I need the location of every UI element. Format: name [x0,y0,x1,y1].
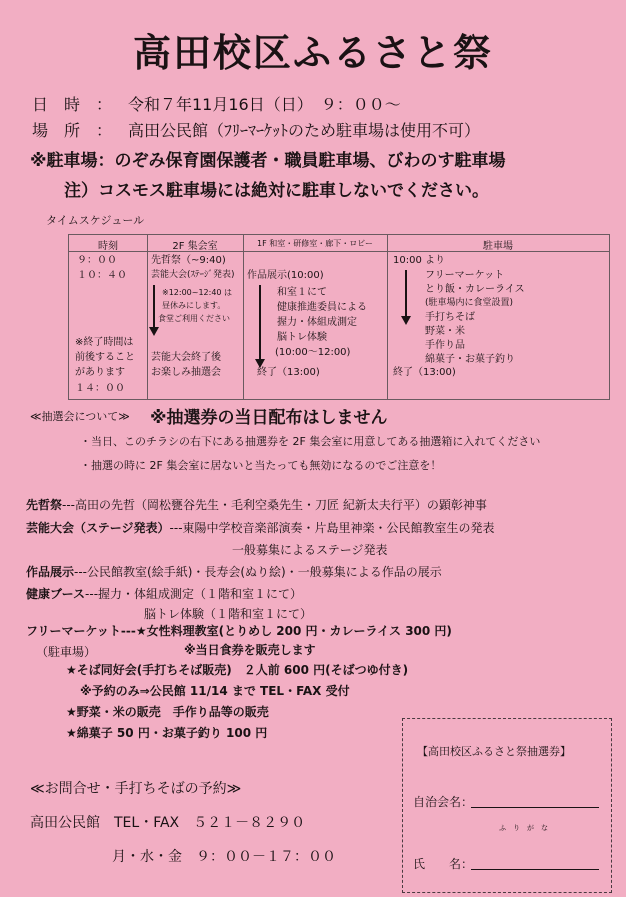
parking-line-8: 綿菓子・お菓子釣り [425,354,515,365]
geino-value-2: 一般募集によるステージ発表 [232,543,388,557]
geino-key: 芸能大会（ステージ発表） [26,521,170,535]
time-start: ９：００ [77,255,117,266]
time-end: １４：００ [75,383,125,394]
1f-line-2: 和室１にて [277,287,327,298]
geino-line [26,519,495,536]
ticket-furigana: ふ り が な [499,824,548,832]
parking-info: ※駐車場：のぞみ保育園保護者・職員駐車場、びわのす駐車場 [30,151,506,171]
header-time: 時刻 [98,241,118,252]
geino-value: ---東陽中学校音楽部演奏・片島里神楽・公民館教室生の発表 [169,521,495,535]
time-note-3: があります [75,367,125,378]
flea-line [26,622,452,639]
2f-end-1: 芸能大会終了後 [151,352,221,363]
senetsu-value: ---高田の先哲（岡松甕谷先生・毛利空桑先生・刀匠 紀新太夫行平）の顕彰神事 [62,498,487,512]
place-label: 場 所 ： [32,121,113,140]
2f-note-3: 食堂ご利用ください [158,314,230,323]
veg-line: ★野菜・米の販売 手作り品等の販売 [66,705,269,719]
2f-end-2: お楽しみ抽選会 [151,367,221,378]
1f-end: 終了（13:00) [257,367,320,378]
senetsu-line [26,496,487,513]
ticket-name-field[interactable] [471,869,599,870]
ticket-title: 【高田校区ふるさと祭抽選券】 [417,745,571,758]
flea-key: フリーマーケット [26,624,121,638]
senetsu-key: 先哲祭 [26,498,63,512]
contact-hours: 月・水・金 ９：００－１７：００ [112,849,336,865]
kenko-key: 健康ブース [26,587,86,601]
2f-geino: 芸能大会(ｽﾃｰｼﾞ発表) [151,270,235,280]
sakuhin-line [26,563,442,580]
2f-note-2: 昼休みにします。 [162,301,226,310]
flea-value-2: ※当日食券を販売します [184,643,316,657]
contact-phone: 高田公民館 TEL・FAX ５２１－８２９０ [30,815,306,831]
schedule-table [68,234,610,400]
time-mid: １０：４０ [77,270,127,281]
header-parking: 駐車場 [483,241,513,252]
flea-sub: （駐車場） [36,645,97,659]
down-arrow-icon [401,316,411,325]
down-arrow-icon [149,327,159,336]
1f-line-6: (10:00～12:00) [275,347,351,358]
lottery-bullet-1: ・当日、このチラシの右下にある抽選券を 2F 集会室に用意してある抽選箱に入れてください [80,435,541,448]
2f-note-1: ※12:00~12:40 は [162,288,233,297]
parking-note: 注）コスモス駐車場には絶対に駐車しないでください。 [64,181,489,201]
reserve-line: ※予約のみ⇒公民館 11/14 まで TEL・FAX 受付 [80,684,350,698]
1f-line-4: 握力・体組成測定 [277,317,357,328]
kenko-value: ---握力・体組成測定（１階和室１にて） [85,587,303,601]
contact-label: ≪お問合せ・手打ちそばの予約≫ [30,781,242,797]
lottery-ticket [402,718,612,893]
sakuhin-key: 作品展示 [26,565,75,579]
ticket-assoc-field[interactable] [471,807,599,808]
place-value: 高田公民館（ﾌﾘｰﾏｰｹｯﾄのため駐車場は使用不可） [128,121,481,140]
time-note-2: 前後すること [75,352,135,363]
date-label: 日 時 ： [32,95,113,114]
parking-line-4: (駐車場内に食堂設置) [425,298,514,308]
schedule-label: タイムスケジュール [46,214,145,227]
lottery-label: ≪抽選会について≫ [30,410,130,423]
2f-senetsu: 先哲祭（~9:40) [151,255,226,266]
page-title: 高田校区ふるさと祭 [132,31,493,75]
parking-line-6: 野菜・米 [425,326,465,337]
parking-line-5: 手打ちそば [425,312,475,323]
kenko-line [26,585,302,602]
ticket-name-label: 氏 名： [413,857,474,871]
soba-line: ★そば同好会(手打ちそば販売) ２人前 600 円(そばつゆ付き) [66,663,409,677]
1f-exhibit: 作品展示(10:00) [247,270,324,281]
lottery-headline: ※抽選券の当日配布はしません [150,408,388,428]
header-1f: 1F 和室・研修室・廊下・ロビー [257,239,373,248]
parking-start: 10:00 より [393,255,445,266]
lottery-bullet-2: ・抽選の時に 2F 集会室に居ないと当たっても無効になるのでご注意を！ [80,459,442,472]
kenko-value-2: 脳トレ体験（１階和室１にて） [144,607,313,621]
sakuhin-value: ---公民館教室(絵手紙)・長寿会(ぬり絵)・一般募集による作品の展示 [74,565,442,579]
1f-line-5: 脳トレ体験 [277,332,327,343]
parking-end: 終了（13:00) [393,367,456,378]
ticket-assoc-label: 自治会名： [413,795,474,809]
flea-value: ---★女性料理教室(とりめし 200 円・カレーライス 300 円) [120,624,452,638]
time-note-1: ※終了時間は [75,337,134,348]
parking-line-3: とり飯・カレーライス [425,284,525,295]
1f-line-3: 健康推進委員による [277,302,367,313]
header-2f: 2F 集会室 [172,241,218,252]
date-value: 令和７年11月16日（日） ９：００～ [128,95,401,114]
parking-line-7: 手作り品 [425,340,465,351]
parking-line-2: フリーマーケット [425,270,505,281]
cotton-line: ★綿菓子 50 円・お菓子釣り 100 円 [66,726,268,740]
